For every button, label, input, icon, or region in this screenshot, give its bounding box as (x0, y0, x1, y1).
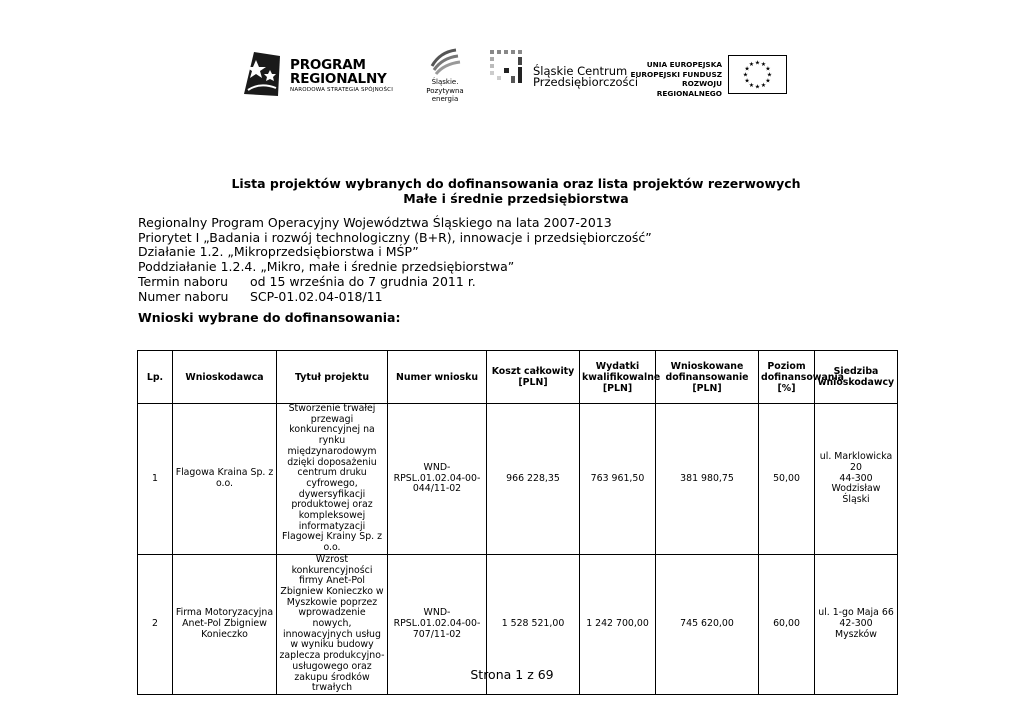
cell-requested: 381 980,75 (656, 404, 759, 555)
logo-slaskie-line2: Pozytywna energia (426, 86, 464, 103)
eu-star-icon: ★ (744, 77, 750, 85)
eu-star-icon: ★ (765, 77, 771, 85)
seat-line: ul. Marklowicka (819, 451, 893, 463)
eu-star-icon: ★ (754, 59, 761, 67)
cell-project-title: Wzrost konkurencyjności firmy Anet-Pol Zbigniew Konieczko w Myszkowie poprzez wprowadzenie nowych, innowacyjnych usług w wyniku budowy zaplecza produkcyjno-usługowego oraz zakupu środków trwałych (277, 554, 388, 694)
eu-star-icon: ★ (760, 81, 767, 89)
cell-applicant: Flagowa Kraina Sp. z o.o. (173, 404, 277, 555)
header-level: Poziom dofinansowania [%] (759, 351, 815, 404)
cell-app-number: WND-RPSL.01.02.04-00-044/11-02 (388, 404, 487, 555)
cell-level: 50,00 (759, 404, 815, 555)
cell-requested: 745 620,00 (656, 554, 759, 694)
eu-star-icon: ★ (748, 61, 755, 69)
call-number (138, 290, 652, 305)
header-eligible: Wydatki kwalifikowalne [PLN] (580, 351, 656, 404)
program-regionalny-text (290, 58, 393, 93)
logo-program-line3: NARODOWA STRATEGIA SPÓJNOŚCI (290, 87, 394, 93)
seat-line: 20 (850, 461, 862, 473)
program-regionalny-logo-icon (240, 46, 284, 100)
eu-star-icon: ★ (766, 71, 773, 79)
header-app-number: Numer wniosku (388, 351, 487, 404)
page-number: Strona 1 z 69 (470, 667, 554, 682)
logo-centrum-line2: Przedsiębiorczości (533, 75, 639, 89)
eu-star-icon: ★ (744, 65, 750, 73)
eu-star-icon: ★ (748, 81, 755, 89)
cell-eligible: 1 242 700,00 (580, 554, 656, 694)
logo-ue-line2: EUROPEJSKI FUNDUSZ (630, 69, 722, 79)
call-term (138, 275, 652, 290)
title-line1: Lista projektów wybranych do dofinansowania oraz lista projektów rezerwowych (231, 176, 801, 191)
projects-table (137, 350, 898, 695)
logo-program-line2: REGIONALNY (290, 71, 387, 87)
cell-eligible: 763 961,50 (580, 404, 656, 555)
header-requested: Wnioskowane dofinansowanie [PLN] (656, 351, 759, 404)
header-lp: Lp. (138, 351, 173, 404)
cell-lp: 1 (138, 404, 173, 555)
cell-applicant: Firma Motoryzacyjna Anet-Pol Zbigniew Konieczko (173, 554, 277, 694)
logo-ue-line3: ROZWOJU REGIONALNEGO (656, 79, 722, 98)
program-name: Regionalny Program Operacyjny Województwa Śląskiego na lata 2007-2013 (138, 215, 612, 230)
header-project-title: Tytuł projektu (277, 351, 388, 404)
table-row (138, 404, 898, 555)
seat-line: Wodzisław Śląski (831, 483, 881, 505)
section-heading: Wnioski wybrane do dofinansowania: (138, 310, 401, 325)
eu-star-icon: ★ (760, 61, 767, 69)
title-line2: Małe i średnie przedsiębiorstwa (403, 190, 629, 206)
cell-seat (815, 404, 898, 555)
eu-flag-icon (728, 55, 787, 94)
header-seat: Siedziba wnioskodawcy (815, 351, 898, 404)
cell-total-cost: 966 228,35 (487, 404, 580, 555)
centrum-logo-icon (489, 48, 527, 86)
seat-line: ul. 1-go Maja 66 (818, 607, 894, 619)
document-title (138, 177, 894, 206)
seat-line: 44-300 (839, 472, 873, 484)
logo-slaskie-line1: Śląskie. (431, 78, 459, 86)
header-applicant: Wnioskodawca (173, 351, 277, 404)
cell-app-number: WND-RPSL.01.02.04-00-707/11-02 (388, 554, 487, 694)
action: Działanie 1.2. „Mikroprzedsiębiorstwa i MŚP” (138, 244, 419, 260)
logo-centrum-line1: Śląskie Centrum (533, 64, 628, 78)
eu-star-icon: ★ (754, 83, 761, 91)
call-number-value: SCP-01.02.04-018/11 (250, 288, 383, 304)
call-number-label: Numer naboru (138, 288, 229, 304)
priority: Priorytet I „Badania i rozwój technologiczny (B+R), innowacje i przedsiębiorczość” (138, 229, 652, 245)
logo-strip (0, 44, 1024, 104)
eu-star-icon: ★ (765, 65, 771, 73)
slaskie-text (414, 78, 476, 104)
seat-line: 42-300 Myszków (835, 618, 877, 640)
logo-program-line1: PROGRAM (290, 57, 366, 73)
cell-level: 60,00 (759, 554, 815, 694)
cell-lp: 2 (138, 554, 173, 694)
centrum-text (533, 66, 638, 88)
slaskie-logo-icon (428, 46, 462, 76)
call-term-label: Termin naboru (138, 273, 228, 289)
table-header-row (138, 351, 898, 404)
call-term-value: od 15 września do 7 grudnia 2011 r. (250, 273, 476, 289)
ue-text (625, 60, 722, 98)
header-total-cost: Koszt całkowity [PLN] (487, 351, 580, 404)
call-details (138, 216, 652, 304)
cell-total-cost: 1 528 521,00 (487, 554, 580, 694)
eu-star-icon: ★ (742, 71, 749, 79)
subaction: Poddziałanie 1.2.4. „Mikro, małe i średnie przedsiębiorstwa” (138, 259, 515, 275)
cell-project-title: Stworzenie trwałej przewagi konkurencyjnej na rynku międzynarodowym dzięki doposażeniu centrum druku cyfrowego, dywersyfikacji produktowej oraz kompleksowej informatyzacji Flagowej Krainy Sp. z o.o. (277, 404, 388, 555)
logo-ue-line1: UNIA EUROPEJSKA (646, 60, 722, 69)
